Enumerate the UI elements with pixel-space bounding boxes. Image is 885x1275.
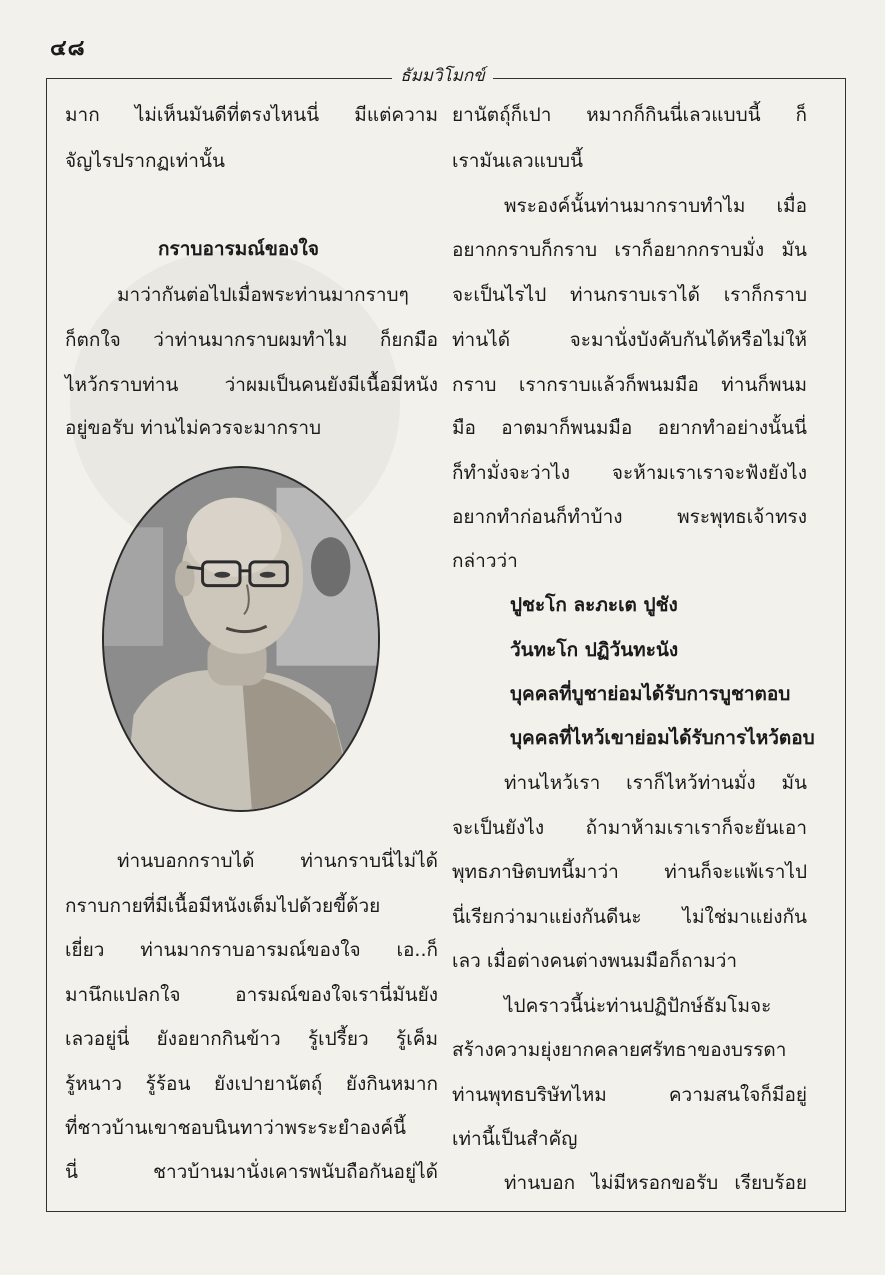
- page-number: ๔๘: [50, 36, 86, 61]
- text-line: เยี่ยว ท่านมากราบอารมณ์ของใจ เอ..ก็: [65, 939, 438, 961]
- text-line: ก็ตกใจ ว่าท่านมากราบผมทำไม ก็ยกมือ: [65, 329, 438, 351]
- text-line: มือ อาตมาก็พนมมือ อยากทำอย่างนั้นนี่: [452, 417, 807, 439]
- running-header-text: ธัมมวิโมกข์: [392, 66, 493, 86]
- text-line: จัญไรปรากฏเท่านั้น: [65, 150, 225, 172]
- text-line: รู้หนาว รู้ร้อน ยังเปายานัตถุ์ ยังกินหมาก: [65, 1073, 438, 1095]
- text-line: นี่ ชาวบ้านมานั่งเคารพนับถือกันอยู่ได้: [65, 1161, 438, 1183]
- monk-portrait-photo: [102, 466, 380, 812]
- text-line: จะเป็นไรไป ท่านกราบเราได้ เราก็กราบ: [452, 284, 807, 306]
- text-line: มานึกแปลกใจ อารมณ์ของใจเรานี่มันยัง: [65, 984, 438, 1006]
- portrait-illustration: [104, 468, 378, 810]
- text-line: ไปคราวนี้น่ะท่านปฏิปักษ์ธัมโมจะ: [504, 995, 772, 1017]
- text-line: ยานัตถุ์ก็เปา หมากก็กินนี่เลวแบบนี้ ก็: [452, 104, 807, 126]
- text-line: จะเป็นยังไง ถ้ามาห้ามเราเราก็จะยันเอา: [452, 817, 807, 839]
- pali-verse-line: วันทะโก ปฏิวันทะนัง: [510, 639, 679, 661]
- text-line: กราบกายที่มีเนื้อมีหนังเต็มไปด้วยขี้ด้วย: [65, 895, 381, 917]
- pali-verse-line: ปูชะโก ละภะเต ปูชัง: [510, 594, 678, 616]
- section-heading: กราบอารมณ์ของใจ: [158, 238, 319, 260]
- text-line: อยากทำก่อนก็ทำบ้าง พระพุทธเจ้าทรง: [452, 506, 807, 528]
- text-line: อยากกราบก็กราบ เราก็อยากกราบมั่ง มัน: [452, 239, 807, 261]
- text-line: สร้างความยุ่งยากคลายศรัทธาของบรรดา: [452, 1039, 787, 1061]
- text-line: พระองค์นั้นท่านมากราบทำไม เมื่อ: [504, 195, 807, 217]
- verse-translation-line: บุคคลที่ไหว้เขาย่อมได้รับการไหว้ตอบ: [510, 727, 815, 749]
- text-line: ไหว้กราบท่าน ว่าผมเป็นคนยังมีเนื้อมีหนัง: [65, 374, 438, 396]
- text-line: นี่เรียกว่ามาแย่งกันดีนะ ไม่ใช่มาแย่งกัน: [452, 906, 807, 928]
- text-line: เลว เมื่อต่างคนต่างพนมมือก็ถามว่า: [452, 950, 738, 972]
- running-header: [0, 62, 885, 89]
- text-line: กราบ เรากราบแล้วก็พนมมือ ท่านก็พนม: [452, 374, 807, 396]
- text-line: เลวอยู่นี่ ยังอยากกินข้าว รู้เปรี้ยว รู้เค็ม: [65, 1028, 438, 1050]
- text-line: พุทธภาษิตบทนี้มาว่า ท่านก็จะแพ้เราไป: [452, 861, 807, 883]
- verse-translation-line: บุคคลที่บูชาย่อมได้รับการบูชาตอบ: [510, 683, 791, 705]
- text-line: ที่ชาวบ้านเขาชอบนินทาว่าพระระยำองค์นี้: [65, 1117, 407, 1139]
- text-line: ท่านบอก ไม่มีหรอกขอรับ เรียบร้อย: [504, 1172, 807, 1194]
- text-line: กล่าวว่า: [452, 550, 518, 572]
- text-line: ก็ทำมั่งจะว่าไง จะห้ามเราเราจะฟังยังไง: [452, 462, 807, 484]
- text-line: มาว่ากันต่อไปเมื่อพระท่านมากราบๆ: [117, 284, 409, 306]
- text-line: ท่านพุทธบริษัทไหม ความสนใจก็มีอยู่: [452, 1084, 807, 1106]
- text-line: ท่านบอกกราบได้ ท่านกราบนี่ไม่ได้: [117, 850, 438, 872]
- text-line: เรามันเลวแบบนี้: [452, 150, 584, 172]
- text-line: อยู่ขอรับ ท่านไม่ควรจะมากราบ: [65, 417, 322, 439]
- text-line: มาก ไม่เห็นมันดีที่ตรงไหนนี่ มีแต่ความ: [65, 104, 438, 126]
- text-line: ท่านไหว้เรา เราก็ไหว้ท่านมั่ง มัน: [504, 772, 807, 794]
- text-line: เท่านี้เป็นสำคัญ: [452, 1128, 578, 1150]
- text-line: ท่านได้ จะมานั่งบังคับกันได้หรือไม่ให้: [452, 329, 807, 351]
